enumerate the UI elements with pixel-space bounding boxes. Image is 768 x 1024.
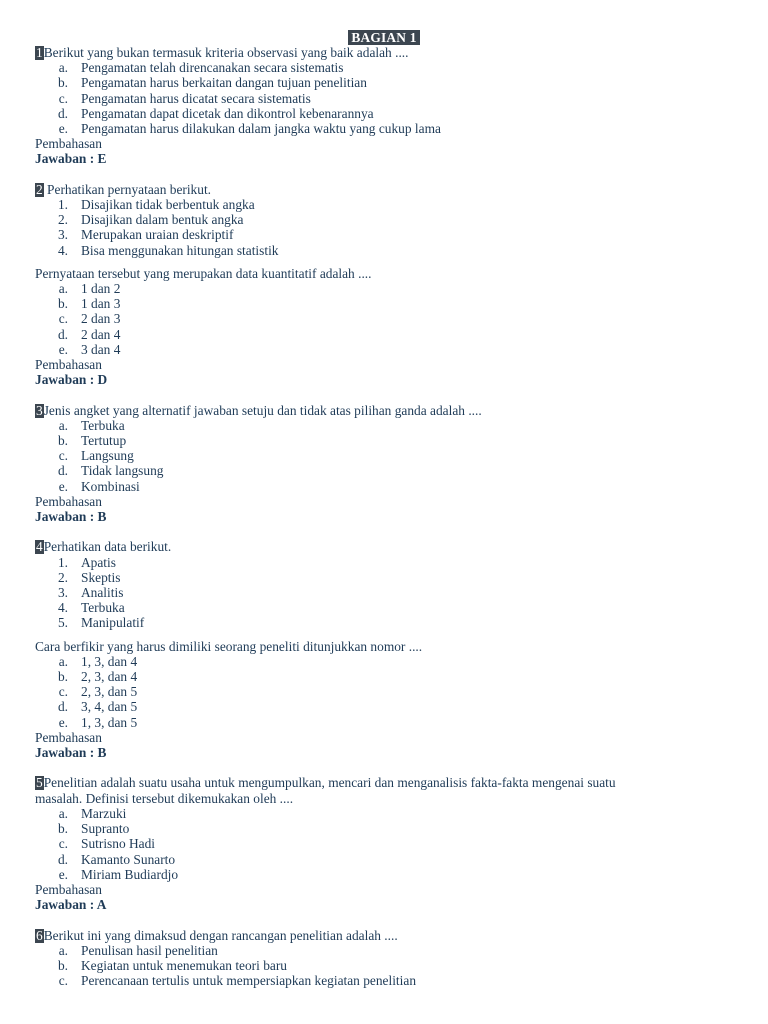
option-item (35, 836, 735, 851)
option-marker: e. (58, 866, 68, 882)
statement-text: Apatis (81, 554, 116, 570)
option-item (35, 943, 735, 958)
option-marker: a. (58, 417, 68, 433)
option-list (35, 654, 735, 730)
spacer (35, 258, 735, 266)
option-marker: d. (57, 699, 68, 715)
option-text: Kombinasi (81, 478, 140, 494)
option-item (35, 684, 735, 699)
option-text: 1 dan 2 (81, 281, 121, 297)
pembahasan-label: Pembahasan (35, 357, 102, 373)
pembahasan-label: Pembahasan (35, 881, 102, 897)
answer-key: Jawaban : E (35, 151, 107, 167)
option-text: Miriam Budiardjo (81, 866, 179, 882)
section-title: BAGIAN 1 (348, 30, 419, 45)
option-list (35, 418, 735, 494)
statement-list (35, 197, 735, 258)
option-marker: d. (57, 851, 68, 867)
option-text: 2 dan 3 (81, 311, 121, 327)
statement-item (35, 227, 735, 242)
question-stem (35, 45, 735, 60)
option-text: 3 dan 4 (81, 341, 121, 357)
option-item (35, 75, 735, 90)
option-marker: b. (57, 957, 68, 973)
question-block (35, 928, 735, 989)
option-text: 1, 3, dan 5 (81, 714, 138, 730)
option-marker: e. (58, 714, 68, 730)
answer-key: Jawaban : D (35, 372, 108, 388)
question-text: Perhatikan data berikut. (43, 539, 172, 555)
option-marker: a. (58, 281, 68, 297)
question-number: 5 (36, 775, 43, 791)
option-item (35, 715, 735, 730)
answer-key: Jawaban : B (35, 509, 107, 525)
option-text: Perencanaan tertulis untuk mempersiapkan kegiatan penelitian (81, 973, 417, 989)
option-text: Terbuka (81, 417, 125, 433)
option-item (35, 958, 735, 973)
question-text: Perhatikan pernyataan berikut. (43, 181, 212, 197)
statement-text: Merupakan uraian deskriptif (81, 227, 234, 243)
option-marker: c. (58, 973, 68, 989)
question-text: Penelitian adalah suatu usaha untuk mengumpulkan, mencari dan menganalisis fakta-fakta mengenai suatu (43, 775, 616, 791)
statement-item (35, 555, 735, 570)
option-list (35, 943, 735, 989)
statement-marker: 1. (57, 554, 68, 570)
option-item (35, 654, 735, 669)
option-marker: d. (57, 326, 68, 342)
option-text: Pengamatan harus berkaitan dangan tujuan penelitian (81, 75, 367, 91)
option-text: Penulisan hasil penelitian (81, 942, 218, 958)
option-marker: e. (58, 478, 68, 494)
option-item (35, 479, 735, 494)
question-stem (35, 539, 735, 554)
option-item (35, 121, 735, 136)
spacer (35, 760, 735, 775)
answer-key: Jawaban : B (35, 745, 107, 761)
option-list (35, 281, 735, 357)
question-number: 1 (36, 45, 43, 60)
option-text: Pengamatan harus dicatat secara sistematis (81, 90, 311, 106)
option-item (35, 106, 735, 121)
option-marker: a. (58, 805, 68, 821)
spacer (35, 387, 735, 402)
option-item (35, 852, 735, 867)
pembahasan-label: Pembahasan (35, 729, 102, 745)
question-stem (35, 182, 735, 197)
option-marker: a. (58, 60, 68, 76)
statement-list (35, 555, 735, 631)
statement-item (35, 585, 735, 600)
statement-marker: 2. (57, 212, 68, 228)
question-block (35, 775, 735, 927)
option-item (35, 806, 735, 821)
statement-item (35, 212, 735, 227)
option-item (35, 821, 735, 836)
option-marker: c. (58, 311, 68, 327)
option-marker: b. (57, 433, 68, 449)
spacer (35, 167, 735, 182)
option-text: 3, 4, dan 5 (81, 699, 138, 715)
question-number: 4 (36, 539, 43, 555)
option-marker: b. (57, 821, 68, 837)
option-text: Tertutup (81, 433, 127, 449)
pembahasan-label: Pembahasan (35, 136, 102, 152)
option-item (35, 433, 735, 448)
question-number: 3 (36, 402, 43, 418)
option-marker: e. (58, 121, 68, 137)
option-marker: c. (58, 448, 68, 464)
option-item (35, 296, 735, 311)
question-text-cont: masalah. Definisi tersebut dikemukakan oleh .... (35, 790, 294, 806)
statement-item (35, 615, 735, 630)
statement-text: Analitis (81, 585, 124, 601)
option-item (35, 448, 735, 463)
option-marker: b. (57, 296, 68, 312)
option-text: 2, 3, dan 4 (81, 669, 138, 685)
option-marker: c. (58, 836, 68, 852)
statement-marker: 3. (57, 585, 68, 601)
option-item (35, 418, 735, 433)
statement-item (35, 243, 735, 258)
option-item (35, 699, 735, 714)
option-marker: c. (58, 684, 68, 700)
option-text: 1 dan 3 (81, 296, 121, 312)
question-prompt: Cara berfikir yang harus dimiliki seorang peneliti ditunjukkan nomor .... (35, 638, 423, 654)
statement-text: Terbuka (81, 600, 125, 616)
option-marker: d. (57, 105, 68, 121)
option-text: 1, 3, dan 4 (81, 653, 138, 669)
question-text: Berikut ini yang dimaksud dengan rancangan penelitian adalah .... (43, 927, 398, 943)
option-item (35, 311, 735, 326)
statement-item (35, 570, 735, 585)
question-block (35, 403, 735, 540)
statement-text: Bisa menggunakan hitungan statistik (81, 242, 279, 258)
option-marker: b. (57, 75, 68, 91)
option-item (35, 973, 735, 988)
option-text: Pengamatan telah direncanakan secara sistematis (81, 60, 344, 76)
pembahasan-label: Pembahasan (35, 493, 102, 509)
statement-text: Manipulatif (81, 615, 145, 631)
option-marker: a. (58, 653, 68, 669)
option-marker: e. (58, 341, 68, 357)
question-block (35, 539, 735, 775)
option-text: Pengamatan dapat dicetak dan dikontrol kebenarannya (81, 105, 374, 121)
answer-key: Jawaban : A (35, 897, 107, 913)
statement-text: Skeptis (81, 569, 121, 585)
option-item (35, 60, 735, 75)
statement-marker: 4. (57, 600, 68, 616)
option-marker: d. (57, 463, 68, 479)
option-marker: c. (58, 90, 68, 106)
statement-item (35, 197, 735, 212)
statement-marker: 2. (57, 569, 68, 585)
option-text: Sutrisno Hadi (81, 836, 156, 852)
question-text: Berikut yang bukan termasuk kriteria observasi yang baik adalah .... (43, 45, 409, 60)
option-text: Tidak langsung (81, 463, 164, 479)
option-text: Langsung (81, 448, 134, 464)
option-item (35, 91, 735, 106)
option-text: Kamanto Sunarto (81, 851, 176, 867)
question-number: 6 (36, 927, 43, 943)
question-stem (35, 775, 735, 790)
option-item (35, 867, 735, 882)
statement-item (35, 600, 735, 615)
statement-marker: 4. (57, 242, 68, 258)
spacer (35, 912, 735, 927)
option-marker: a. (58, 942, 68, 958)
question-stem (35, 928, 735, 943)
option-text: 2, 3, dan 5 (81, 684, 138, 700)
statement-marker: 1. (57, 197, 68, 213)
option-text: Supranto (81, 821, 130, 837)
option-text: Pengamatan harus dilakukan dalam jangka waktu yang cukup lama (81, 121, 441, 137)
option-item (35, 669, 735, 684)
option-text: 2 dan 4 (81, 326, 121, 342)
spacer (35, 524, 735, 539)
question-number: 2 (36, 181, 43, 197)
statement-marker: 3. (57, 227, 68, 243)
spacer (35, 631, 735, 639)
question-prompt: Pernyataan tersebut yang merupakan data kuantitatif adalah .... (35, 265, 372, 281)
option-list (35, 806, 735, 882)
question-stem (35, 403, 735, 418)
question-text: Jenis angket yang alternatif jawaban setuju dan tidak atas pilihan ganda adalah .... (43, 402, 482, 418)
title-wrap (0, 30, 768, 45)
option-list (35, 60, 735, 136)
question-block (35, 45, 735, 182)
option-item (35, 281, 735, 296)
question-block (35, 182, 735, 403)
statement-marker: 5. (57, 615, 68, 631)
option-marker: b. (57, 669, 68, 685)
option-item (35, 342, 735, 357)
statement-text: Disajikan dalam bentuk angka (81, 212, 244, 228)
statement-text: Disajikan tidak berbentuk angka (81, 197, 255, 213)
option-item (35, 463, 735, 478)
option-text: Marzuki (81, 805, 127, 821)
option-text: Kegiatan untuk menemukan teori baru (81, 957, 287, 973)
option-item (35, 327, 735, 342)
question-list (35, 45, 735, 988)
